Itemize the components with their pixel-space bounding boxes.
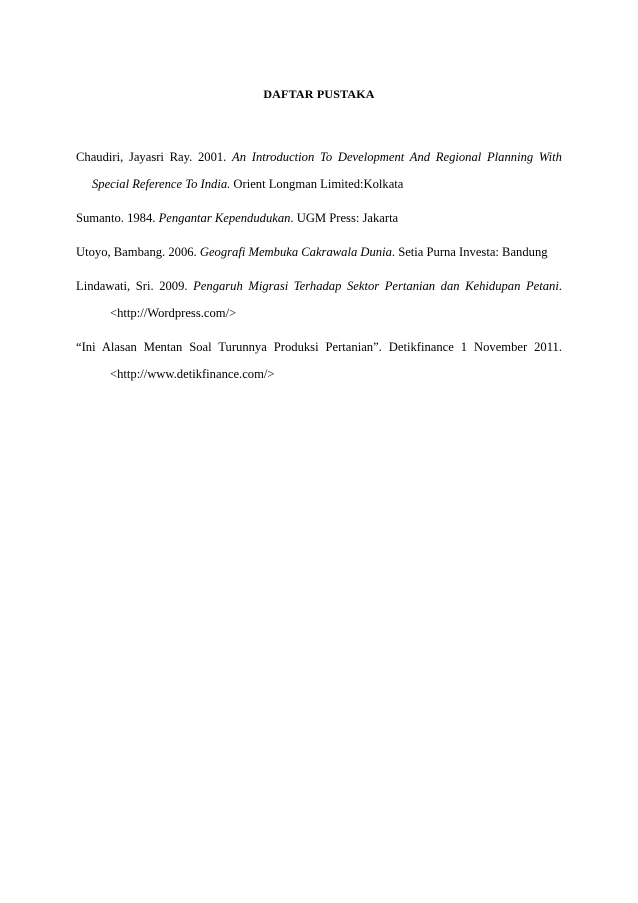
reference-author-year: Lindawati, Sri. 2009.: [76, 279, 194, 293]
reference-line: [76, 205, 562, 232]
reference-punctuation: .: [558, 279, 562, 293]
reference-author-year: Sumanto. 1984.: [76, 211, 159, 225]
reference-entry-chaudiri: [76, 144, 562, 198]
reference-line: [76, 171, 562, 198]
reference-url: <http://www.detikfinance.com/>: [110, 367, 275, 381]
reference-url: <http://Wordpress.com/>: [110, 306, 237, 320]
reference-publisher: . Setia Purna Investa: Bandung: [391, 245, 548, 259]
reference-line: “Ini Alasan Mentan Soal Turunnya Produksi Pertanian”. Detikfinance 1 November 2011.: [76, 340, 562, 354]
reference-title-continued: Special Reference To India.: [92, 177, 231, 191]
reference-title: Pengaruh Migrasi Terhadap Sektor Pertanian dan Kehidupan Petani: [193, 279, 559, 293]
page-title: DAFTAR PUSTAKA: [263, 87, 375, 101]
reference-publisher: . UGM Press: Jakarta: [290, 211, 399, 225]
reference-entry-detikfinance: [76, 334, 562, 388]
reference-list: [76, 144, 562, 395]
reference-title: Pengantar Kependudukan: [158, 211, 291, 225]
reference-publisher: Orient Longman Limited:Kolkata: [230, 177, 404, 191]
reference-entry-lindawati: [76, 273, 562, 327]
reference-line: [76, 273, 562, 300]
reference-line: [76, 144, 562, 171]
reference-author-year: Chaudiri, Jayasri Ray. 2001.: [76, 150, 233, 164]
reference-line: [76, 239, 562, 266]
reference-entry-sumanto: [76, 205, 562, 232]
reference-author-year: Utoyo, Bambang. 2006.: [76, 245, 200, 259]
reference-entry-utoyo: [76, 239, 562, 266]
reference-title: An Introduction To Development And Regional Planning With: [232, 150, 562, 164]
reference-title: Geografi Membuka Cakrawala Dunia: [199, 245, 392, 259]
